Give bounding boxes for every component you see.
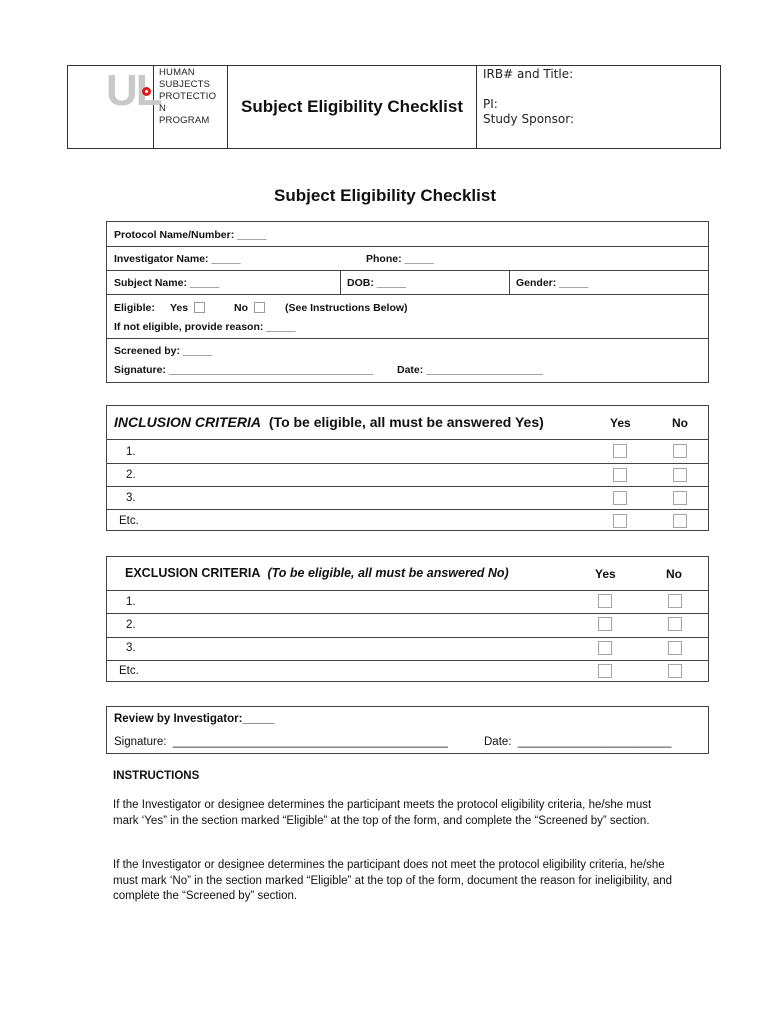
divider <box>509 270 510 294</box>
eligible-yes-label: Yes <box>170 302 189 314</box>
divider <box>107 294 708 295</box>
exclusion-row-label: 1. <box>126 596 136 608</box>
screened-by-field[interactable]: Screened by: _____ <box>114 345 213 357</box>
header-title: Subject Eligibility Checklist <box>228 66 477 148</box>
inclusion-criteria-table <box>106 405 709 531</box>
exclusion-subtitle: (To be eligible, all must be answered No) <box>267 566 509 580</box>
exclusion-heading <box>125 566 509 580</box>
exclusion-row2-yes-checkbox[interactable] <box>598 617 612 631</box>
investigator-review-table <box>106 706 709 754</box>
exclusion-row-label: 3. <box>126 642 136 654</box>
program-name-cell <box>153 66 228 148</box>
program-line: HUMAN <box>159 67 195 78</box>
pi-label: PI: <box>483 97 498 111</box>
screening-date-field[interactable]: Date: ____________________ <box>397 364 543 376</box>
inclusion-yes-header: Yes <box>610 416 631 430</box>
eligible-yes-checkbox[interactable] <box>194 302 205 313</box>
logo <box>106 66 161 117</box>
program-line: SUBJECTS <box>159 79 211 90</box>
divider <box>340 270 341 294</box>
inclusion-row3-yes-checkbox[interactable] <box>613 491 627 505</box>
subject-info-table <box>106 221 709 383</box>
inclusion-row-label: 1. <box>126 446 136 458</box>
exclusion-row4-no-checkbox[interactable] <box>668 664 682 678</box>
see-instructions-note: (See Instructions Below) <box>285 302 408 314</box>
logo-cell <box>68 66 161 148</box>
review-signature-field[interactable]: Signature: ___________________________________________ <box>114 736 448 748</box>
exclusion-title: EXCLUSION CRITERIA <box>125 566 260 580</box>
divider <box>107 660 708 661</box>
program-line: PROGRAM <box>159 115 210 126</box>
exclusion-criteria-table <box>106 556 709 682</box>
inclusion-row1-no-checkbox[interactable] <box>673 444 687 458</box>
protocol-field[interactable]: Protocol Name/Number: _____ <box>114 229 267 241</box>
review-date-field[interactable]: Date: ________________________ <box>484 736 672 748</box>
divider <box>107 637 708 638</box>
divider <box>107 463 708 464</box>
inclusion-row1-yes-checkbox[interactable] <box>613 444 627 458</box>
divider <box>107 486 708 487</box>
exclusion-no-header: No <box>666 567 682 581</box>
inclusion-no-header: No <box>672 416 688 430</box>
eligible-label: Eligible: <box>114 302 155 314</box>
inclusion-title: INCLUSION CRITERIA <box>114 414 261 430</box>
exclusion-row-label: Etc. <box>119 665 139 677</box>
phone-field[interactable]: Phone: _____ <box>366 253 434 265</box>
page-title: Subject Eligibility Checklist <box>274 186 496 205</box>
inclusion-row-label: Etc. <box>119 515 139 527</box>
instructions-paragraph: If the Investigator or designee determines the participant does not meet the protocol eligibility criteria, he/she must mark ‘No” in the section marked “Eligible” at the top of the form, document the reason for ineligibility, and complete the “Screened by” section. <box>113 859 673 902</box>
exclusion-row2-no-checkbox[interactable] <box>668 617 682 631</box>
eligible-no-label: No <box>234 302 248 314</box>
not-eligible-reason-field[interactable]: If not eligible, provide reason: _____ <box>114 321 296 333</box>
instructions-paragraph: If the Investigator or designee determines the participant meets the protocol eligibility criteria, he/she must mark ‘Yes” in the section marked “Eligible” at the top of the form, and complete the “Screened by” section. <box>113 799 652 827</box>
inclusion-row4-no-checkbox[interactable] <box>673 514 687 528</box>
divider <box>107 338 708 339</box>
exclusion-row-label: 2. <box>126 619 136 631</box>
review-title[interactable]: Review by Investigator:_____ <box>114 713 275 725</box>
gender-field[interactable]: Gender: _____ <box>516 277 589 289</box>
dob-field[interactable]: DOB: _____ <box>347 277 406 289</box>
divider <box>107 246 708 247</box>
exclusion-row3-yes-checkbox[interactable] <box>598 641 612 655</box>
divider <box>107 439 708 440</box>
study-info-cell <box>476 66 720 148</box>
exclusion-yes-header: Yes <box>595 567 616 581</box>
subject-name-field[interactable]: Subject Name: _____ <box>114 277 220 289</box>
investigator-field[interactable]: Investigator Name: _____ <box>114 253 241 265</box>
inclusion-row-label: 3. <box>126 492 136 504</box>
program-line: PROTECTIO <box>159 91 217 102</box>
inclusion-heading <box>114 414 544 430</box>
logo-red-mark <box>142 87 151 96</box>
program-line: N <box>159 103 167 114</box>
screening-signature-field[interactable]: Signature: ___________________________________ <box>114 364 374 376</box>
inclusion-row-label: 2. <box>126 469 136 481</box>
exclusion-row1-no-checkbox[interactable] <box>668 594 682 608</box>
inclusion-row4-yes-checkbox[interactable] <box>613 514 627 528</box>
document-header <box>67 65 721 149</box>
exclusion-row4-yes-checkbox[interactable] <box>598 664 612 678</box>
divider <box>107 509 708 510</box>
logo-text: UL <box>106 66 161 115</box>
sponsor-label: Study Sponsor: <box>483 112 575 126</box>
inclusion-row3-no-checkbox[interactable] <box>673 491 687 505</box>
irb-label: IRB# and Title: <box>483 67 574 81</box>
inclusion-row2-yes-checkbox[interactable] <box>613 468 627 482</box>
inclusion-subtitle: (To be eligible, all must be answered Yes) <box>268 414 544 430</box>
divider <box>107 590 708 591</box>
instructions-title: INSTRUCTIONS <box>113 770 200 782</box>
exclusion-row1-yes-checkbox[interactable] <box>598 594 612 608</box>
divider <box>107 270 708 271</box>
divider <box>107 613 708 614</box>
exclusion-row3-no-checkbox[interactable] <box>668 641 682 655</box>
eligible-no-checkbox[interactable] <box>254 302 265 313</box>
inclusion-row2-no-checkbox[interactable] <box>673 468 687 482</box>
